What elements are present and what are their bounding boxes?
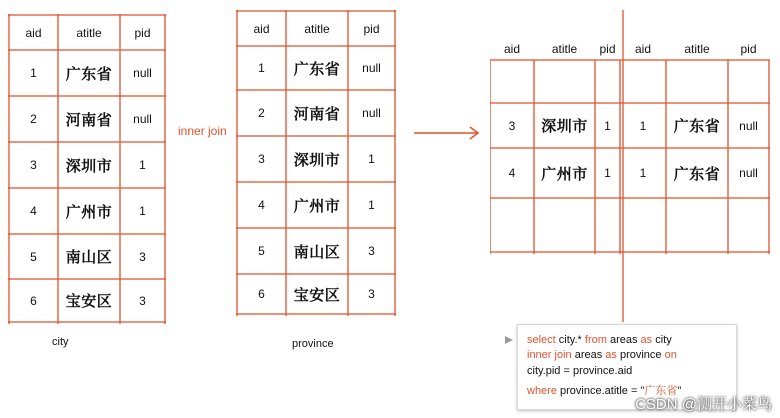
table-cell: 6 [258,287,265,301]
table-cell: 1 [604,118,611,133]
table-cell: 广东省 [293,60,341,78]
table-cell: 广州市 [293,197,341,215]
table-cell: 5 [30,249,37,264]
table-cell: 广州市 [65,203,113,221]
sql-keyword: as [605,349,617,361]
table-cell: 3 [508,118,516,133]
city-caption: city [52,336,69,348]
table-cell: 2 [30,112,37,126]
table-cell: 3 [368,244,375,258]
table-cell: 3 [368,287,375,301]
sql-text: " [677,385,682,397]
arrow-right-icon [412,125,482,141]
sql-line-2 [527,349,677,361]
sql-text: province.atitle = " [556,385,645,397]
table-cell: 3 [258,152,265,166]
sql-line-1 [527,334,672,346]
table-cell: null [133,66,152,80]
sql-keyword: as [640,334,653,346]
sql-text: city [652,334,672,346]
table-cell: 河南省 [65,111,113,129]
table-cell: 4 [258,198,265,212]
table-cell: 1 [139,158,146,172]
table-cell: 5 [258,244,265,258]
column-header: atitle [684,42,710,56]
column-header: aid [25,25,42,40]
table-cell: null [739,166,758,180]
sql-keyword: where [527,385,557,397]
table-cell: 1 [368,198,375,212]
province-table [236,10,396,316]
table-cell: null [133,112,152,126]
sql-keyword: inner join [527,349,572,361]
table-cell: 1 [30,66,37,80]
watermark: CSDN @测开小菜鸟 [635,396,772,413]
table-cell: 1 [139,204,146,218]
table-cell: 广东省 [673,165,721,183]
sql-text: city.pid = province.aid [527,365,633,377]
sql-keyword: select [527,334,556,346]
column-header: atitle [304,21,330,36]
table-cell: 6 [30,293,37,308]
table-cell: 广东省 [673,118,721,135]
table-cell: 南山区 [293,243,341,261]
column-header: aid [503,42,520,56]
table-cell: null [362,106,381,120]
table-cell: 1 [604,166,611,180]
table-cell: 宝安区 [293,286,341,304]
table-cell: 广州市 [541,165,588,183]
sql-keyword: from [584,334,607,346]
sql-keyword: 广东省 [644,385,678,397]
table-cell: 2 [258,106,265,120]
table-cell: null [362,61,381,75]
table-cell: 深圳市 [293,151,341,169]
column-header: pid [740,42,757,56]
column-header: aid [634,42,651,56]
table-cell: 4 [30,204,37,218]
column-header: atitle [551,42,578,56]
table-cell: 1 [258,61,265,75]
sql-text: areas [571,349,606,361]
column-header: pid [363,21,380,36]
table-cell: 3 [139,249,146,264]
table-cell: 广东省 [65,65,113,83]
sql-text: city.* [555,334,585,346]
column-header: pid [134,25,151,40]
result-divider [620,10,626,322]
run-arrow-icon [503,334,515,346]
table-cell: 1 [368,152,375,166]
table-cell: 3 [30,158,37,172]
table-cell: 1 [639,166,647,180]
result-table [490,38,770,254]
table-cell: 南山区 [65,249,113,266]
city-table [8,14,166,324]
column-header: atitle [76,25,102,40]
join-label: inner join [178,124,227,138]
table-cell: 深圳市 [65,157,113,175]
sql-line-3 [527,365,632,377]
sql-keyword: on [664,349,677,361]
table-cell: 4 [508,166,516,180]
province-caption: province [292,338,334,350]
sql-text: areas [606,334,641,346]
column-header: aid [253,21,270,36]
table-cell: 深圳市 [541,118,588,135]
table-cell: null [739,118,758,133]
column-header: pid [599,42,616,56]
table-cell: 1 [639,118,647,133]
sql-text: province [616,349,665,361]
table-cell: 河南省 [293,105,341,123]
table-cell: 宝安区 [65,293,113,310]
table-cell: 3 [139,293,146,308]
